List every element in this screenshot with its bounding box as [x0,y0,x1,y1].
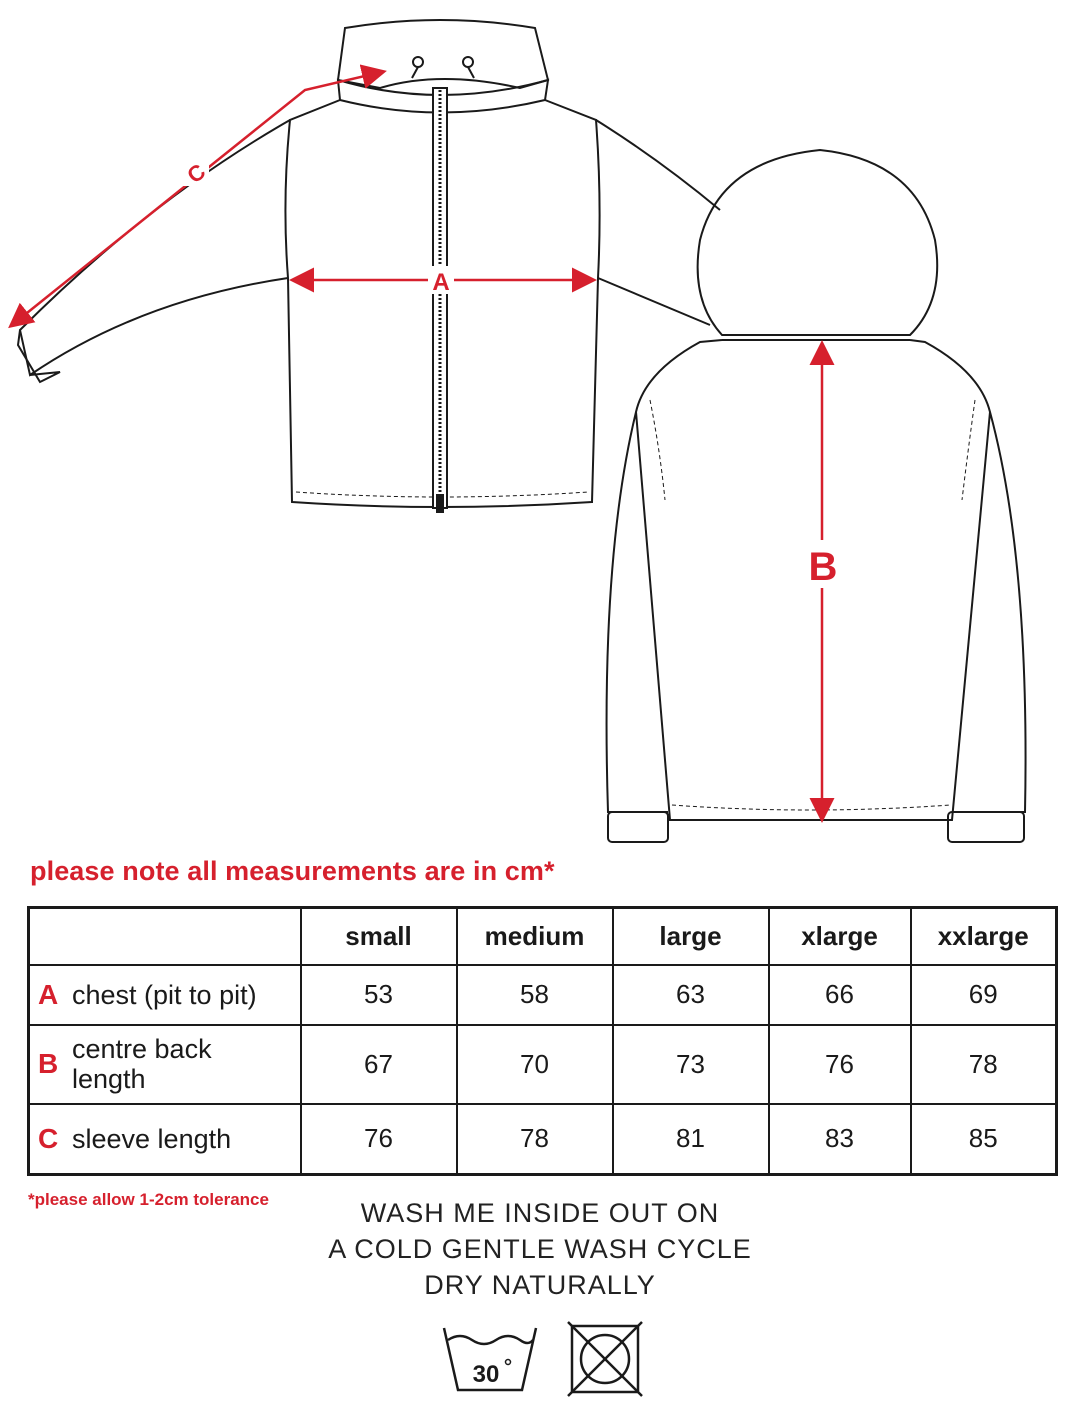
table-cell: 83 [769,1104,911,1175]
table-cell: 78 [911,1025,1057,1104]
table-cell: 81 [613,1104,769,1175]
table-cell: 66 [769,965,911,1026]
table-row [29,965,1057,1026]
row-label: sleeve length [72,1123,232,1154]
tolerance-note: *please allow 1-2cm tolerance [28,1190,269,1209]
header-medium: medium [457,908,613,965]
table-cell: 85 [911,1104,1057,1175]
header-empty [29,908,301,965]
back-jacket-drawing [607,150,1026,842]
table-cell: 70 [457,1025,613,1104]
table-row [29,1104,1057,1175]
header-small: small [301,908,457,965]
marker-c: C [182,158,211,189]
table-cell: 53 [301,965,457,1026]
measurement-arrows [12,72,822,818]
table-cell: 76 [769,1025,911,1104]
care-line-3: DRY NATURALLY [424,1270,656,1300]
table-cell: 67 [301,1025,457,1104]
row-letter: B [38,1048,59,1080]
table-cell: 78 [457,1104,613,1175]
row-label: chest (pit to pit) [72,979,257,1010]
table-cell: 58 [457,965,613,1026]
wash-temp: 30 [472,1361,500,1388]
care-symbols [440,1320,660,1400]
header-large: large [613,908,769,965]
table-cell: 63 [613,965,769,1026]
table-header-row [29,908,1057,965]
table-cell: 69 [911,965,1057,1026]
sleeve-arrow [12,72,382,325]
size-chart-table [27,906,1058,1176]
header-xxlarge: xxlarge [911,908,1057,965]
do-not-tumble-dry-icon [568,1322,642,1396]
care-line-2: A COLD GENTLE WASH CYCLE [328,1234,752,1264]
row-letter: C [38,1122,59,1154]
table-cell: 76 [301,1104,457,1175]
row-letter: A [38,978,59,1010]
front-jacket-drawing [18,20,720,512]
table-row [29,1025,1057,1104]
marker-b: B [808,545,838,589]
row-label: centre back length [72,1034,212,1095]
care-line-1: WASH ME INSIDE OUT ON [360,1198,720,1228]
measurement-note: please note all measurements are in cm* [30,856,555,886]
table-cell: 73 [613,1025,769,1104]
marker-a: A [432,269,450,296]
header-xlarge: xlarge [769,908,911,965]
wash-30-icon [444,1328,536,1390]
